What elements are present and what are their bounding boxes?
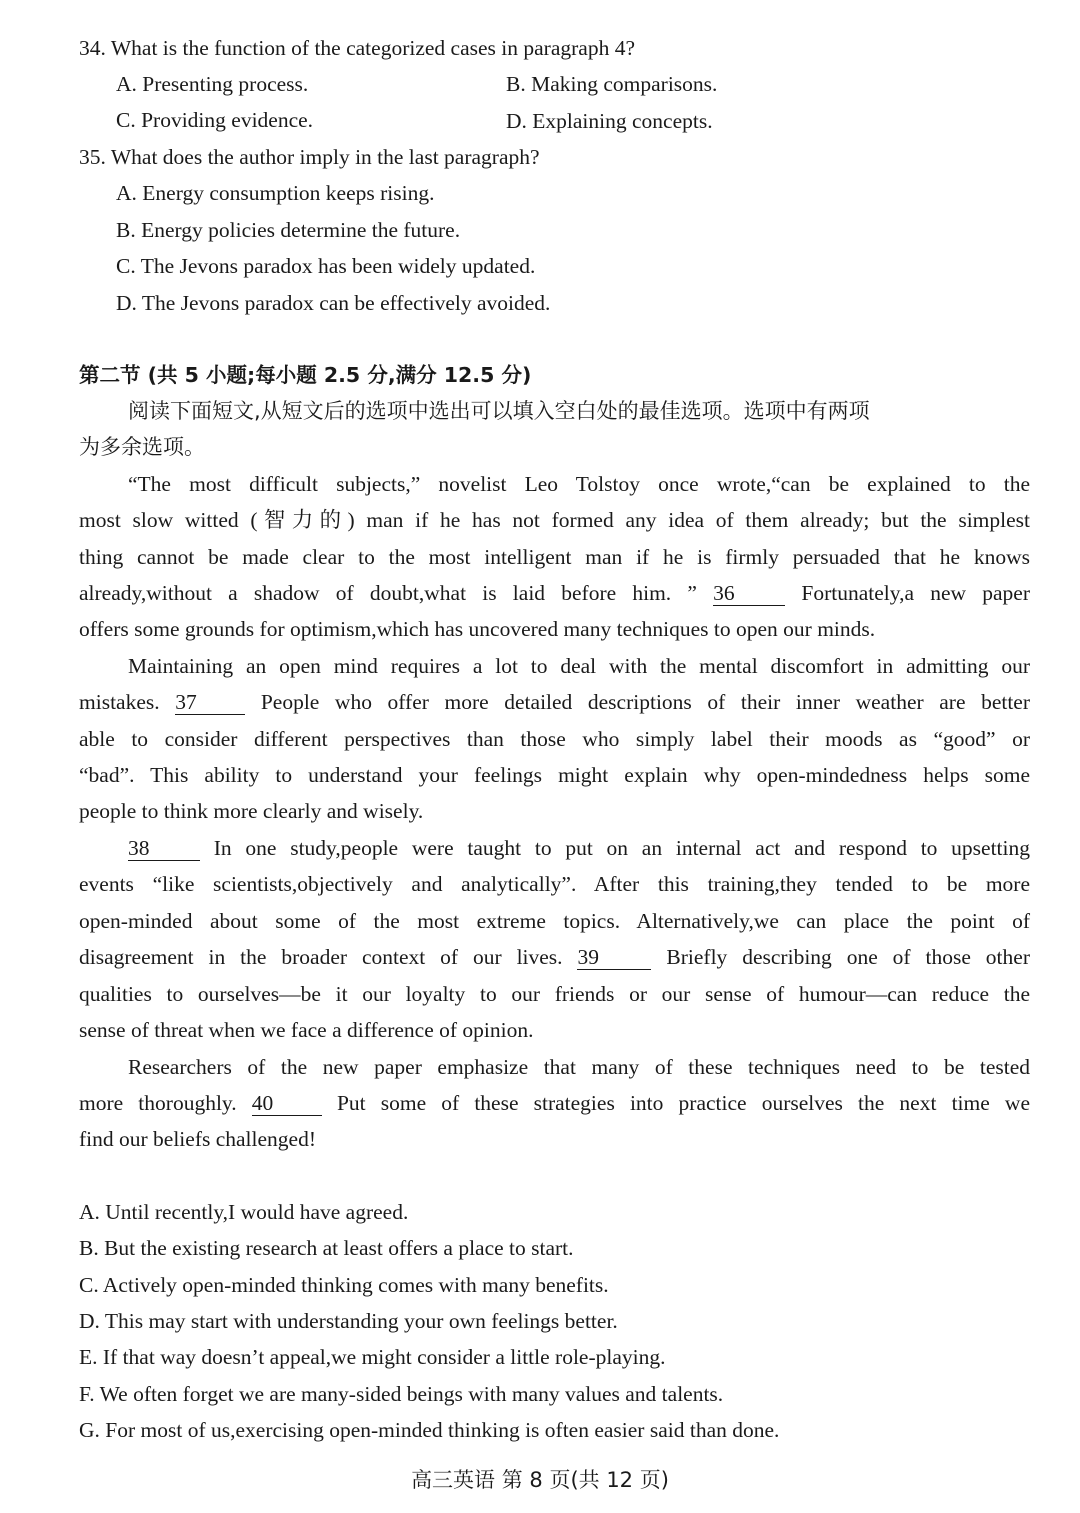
passage-p2-line1: Maintaining an open mind requires a lot to deal with the mental discomfort in admitting our bbox=[128, 654, 1030, 678]
blank-38[interactable]: 38 bbox=[128, 836, 200, 861]
passage-p4-line2 bbox=[79, 1088, 1030, 1118]
section-instruction-line1: 阅读下面短文,从短文后的选项中选出可以填入空白处的最佳选项。选项中有两项 bbox=[128, 399, 870, 423]
q34-option-a: A. Presenting process. bbox=[116, 72, 309, 96]
passage-p2-line4: “bad”. This ability to understand your feelings might explain why open-mindedness helps some bbox=[79, 763, 1030, 787]
page-footer: 高三英语 第 8 页(共 12 页) bbox=[411, 1468, 669, 1492]
q35-option-d: D. The Jevons paradox can be effectively avoided. bbox=[116, 291, 551, 315]
option-e: E. If that way doesn’t appeal,we might consider a little role-playing. bbox=[79, 1345, 666, 1369]
passage-text: Briefly describing one of those other bbox=[666, 945, 1030, 969]
option-c: C. Actively open-minded thinking comes with many benefits. bbox=[79, 1273, 609, 1297]
passage-p3-line2: events “like scientists,objectively and analytically”. After this training,they tended to be more bbox=[79, 872, 1030, 896]
q35-option-c: C. The Jevons paradox has been widely updated. bbox=[116, 254, 536, 278]
q35-option-b: B. Energy policies determine the future. bbox=[116, 218, 461, 242]
section-heading: 第二节 (共 5 小题;每小题 2.5 分,满分 12.5 分) bbox=[79, 363, 532, 387]
option-a: A. Until recently,I would have agreed. bbox=[79, 1200, 409, 1224]
passage-p1-line4 bbox=[79, 578, 1030, 608]
option-b: B. But the existing research at least offers a place to start. bbox=[79, 1236, 574, 1260]
blank-39[interactable]: 39 bbox=[577, 945, 651, 970]
passage-text: Fortunately,a new paper bbox=[801, 581, 1030, 605]
q34-option-b: B. Making comparisons. bbox=[506, 72, 718, 96]
blank-36[interactable]: 36 bbox=[713, 581, 785, 606]
option-f: F. We often forget we are many-sided beings with many values and talents. bbox=[79, 1382, 724, 1406]
passage-text: People who offer more detailed descriptions of their inner weather are better bbox=[260, 690, 1031, 714]
passage-p3-line3: open-minded about some of the most extreme topics. Alternatively,we can place the point of bbox=[79, 909, 1030, 933]
blank-40[interactable]: 40 bbox=[252, 1091, 322, 1116]
passage-p1-line1: “The most difficult subjects,” novelist Leo Tolstoy once wrote,“can be explained to the bbox=[128, 472, 1030, 496]
passage-text: In one study,people were taught to put on an internal act and respond to upsetting bbox=[213, 836, 1031, 860]
passage-text: already,without a shadow of doubt,what is laid before him. ” bbox=[79, 581, 697, 605]
passage-text: disagreement in the broader context of our lives. bbox=[79, 945, 563, 969]
q34-option-c: C. Providing evidence. bbox=[116, 108, 314, 132]
option-d: D. This may start with understanding your own feelings better. bbox=[79, 1309, 618, 1333]
passage-p2-line3: able to consider different perspectives than those who simply label their moods as “good” or bbox=[79, 727, 1030, 751]
passage-p1-line5: offers some grounds for optimism,which has uncovered many techniques to open our minds. bbox=[79, 617, 876, 641]
passage-p4-line1: Researchers of the new paper emphasize that many of these techniques need to be tested bbox=[128, 1055, 1030, 1079]
passage-p3-line6: sense of threat when we face a difference of opinion. bbox=[79, 1018, 534, 1042]
passage-text: more thoroughly. bbox=[79, 1091, 237, 1115]
passage-p1-line2: most slow witted (智力的) man if he has not formed any idea of them already; but the simplest bbox=[79, 508, 1030, 532]
blank-37[interactable]: 37 bbox=[175, 690, 245, 715]
passage-p3-line4 bbox=[79, 942, 1030, 972]
passage-p2-line5: people to think more clearly and wisely. bbox=[79, 799, 424, 823]
question-34-stem: 34. What is the function of the categorized cases in paragraph 4? bbox=[79, 36, 635, 60]
passage-text: Put some of these strategies into practice ourselves the next time we bbox=[336, 1091, 1031, 1115]
q35-option-a: A. Energy consumption keeps rising. bbox=[116, 181, 435, 205]
section-instruction-line2: 为多余选项。 bbox=[79, 435, 205, 459]
passage-p4-line3: find our beliefs challenged! bbox=[79, 1127, 317, 1151]
passage-text: mistakes. bbox=[79, 690, 160, 714]
passage-p3-line1 bbox=[128, 833, 1030, 863]
q34-option-d: D. Explaining concepts. bbox=[506, 109, 713, 133]
question-35-stem: 35. What does the author imply in the last paragraph? bbox=[79, 145, 540, 169]
passage-p3-line5: qualities to ourselves—be it our loyalty to our friends or our sense of humour—can reduce the bbox=[79, 982, 1030, 1006]
passage-p2-line2 bbox=[79, 687, 1030, 717]
option-g: G. For most of us,exercising open-minded thinking is often easier said than done. bbox=[79, 1418, 780, 1442]
passage-p1-line3: thing cannot be made clear to the most intelligent man if he is firmly persuaded that he knows bbox=[79, 545, 1030, 569]
